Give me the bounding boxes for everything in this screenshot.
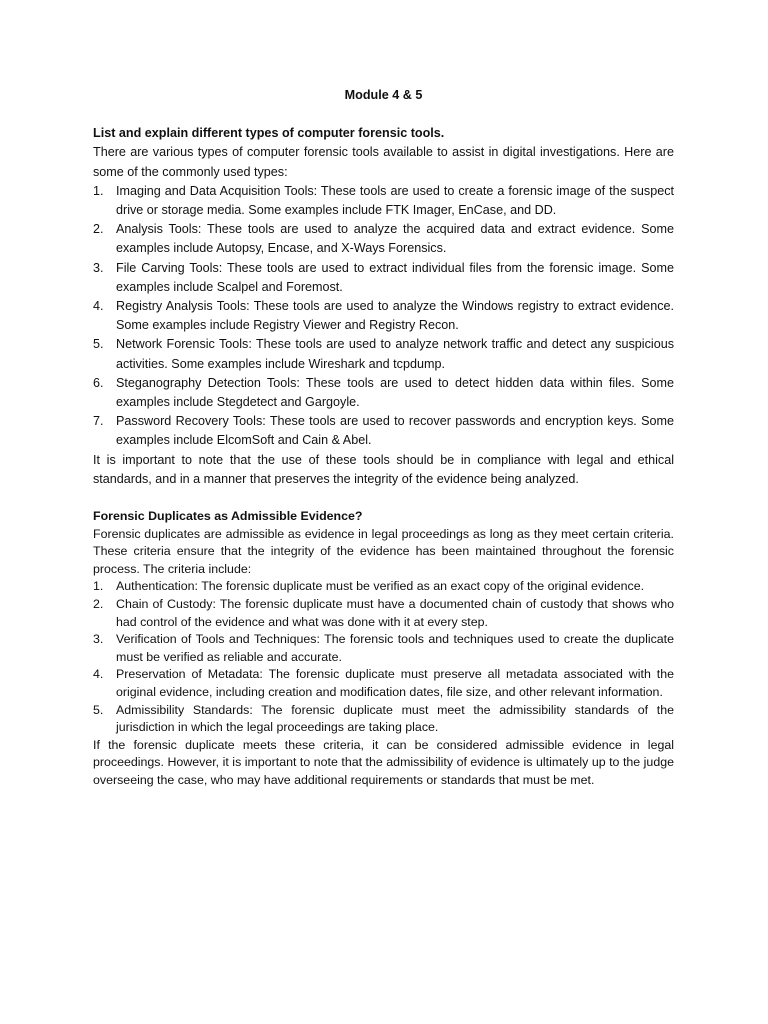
section-conclusion: If the forensic duplicate meets these criteria, it can be considered admissible evidence in legal proceedings. However, it is important to note that the admissibility of evidence is ultimately up to the judge overseeing the case, who may have additional requirements or standards that must be met. [93, 737, 674, 787]
list-item [93, 220, 674, 258]
list-item [93, 182, 674, 220]
list-item [93, 412, 674, 450]
list-text: Verification of Tools and Techniques: The forensic tools and techniques used to create the duplicate must be verified as reliable and accurate. [116, 632, 674, 664]
document-page [93, 86, 674, 790]
section-admissible-evidence [93, 508, 674, 790]
list-item [93, 374, 674, 412]
list-number: 3. [93, 260, 104, 275]
list-number: 1. [93, 183, 104, 198]
list-text: Network Forensic Tools: These tools are used to analyze network traffic and detect any suspicious activities. Some examples include Wireshark and tcpdump. [116, 337, 674, 371]
list-text: Chain of Custody: The forensic duplicate must have a documented chain of custody that shows who had control of the evidence and what was done with it at every step. [116, 597, 674, 629]
section-heading: List and explain different types of computer forensic tools. [93, 126, 445, 141]
criteria-list [93, 578, 674, 736]
list-text: Preservation of Metadata: The forensic duplicate must preserve all metadata associated with the original evidence, including creation and modification dates, file size, and other relevant information. [116, 667, 674, 699]
list-number: 1. [93, 579, 104, 594]
section-conclusion: It is important to note that the use of these tools should be in compliance with legal and ethical standards, and in a manner that preserves the integrity of the evidence being analyzed. [93, 452, 674, 486]
list-item [93, 578, 674, 596]
list-item [93, 335, 674, 373]
list-text: File Carving Tools: These tools are used to extract individual files from the forensic image. Some examples include Scalpel and Foremost. [116, 260, 674, 294]
list-number: 7. [93, 414, 104, 429]
section-spacer [93, 489, 674, 508]
list-item [93, 297, 674, 335]
section-heading: Forensic Duplicates as Admissible Evidence? [93, 509, 363, 524]
list-text: Admissibility Standards: The forensic duplicate must meet the admissibility standards of the jurisdiction in which the legal proceedings are taking place. [116, 702, 674, 735]
section-intro: Forensic duplicates are admissible as evidence in legal proceedings as long as they meet certain criteria. These criteria ensure that the integrity of the evidence has been maintained throughout the forensic process. The criteria include: [93, 526, 674, 576]
list-item [93, 702, 674, 737]
list-number: 4. [93, 299, 104, 314]
tools-list [93, 182, 674, 451]
list-number: 3. [93, 632, 104, 647]
list-number: 5. [93, 702, 104, 717]
list-text: Analysis Tools: These tools are used to analyze the acquired data and extract evidence. Some examples include Autopsy, Encase, and X-Ways Forensics. [116, 222, 674, 256]
list-number: 2. [93, 222, 104, 237]
list-item [93, 631, 674, 666]
list-text: Imaging and Data Acquisition Tools: These tools are used to create a forensic image of the suspect drive or storage media. Some examples include FTK Imager, EnCase, and DD. [116, 183, 674, 218]
list-item [93, 259, 674, 297]
list-text: Authentication: The forensic duplicate must be verified as an exact copy of the original evidence. [116, 579, 645, 594]
section-forensic-tools [93, 124, 674, 489]
list-text: Steganography Detection Tools: These tools are used to detect hidden data within files. Some examples include Stegdetect and Gargoyle. [116, 375, 674, 410]
list-text: Registry Analysis Tools: These tools are used to analyze the Windows registry to extract evidence. Some examples include Registry Viewer and Registry Recon. [116, 299, 674, 333]
list-number: 2. [93, 597, 104, 612]
list-number: 5. [93, 337, 104, 352]
list-number: 4. [93, 667, 104, 682]
list-number: 6. [93, 375, 104, 390]
list-item [93, 596, 674, 631]
document-title: Module 4 & 5 [344, 88, 423, 102]
list-item [93, 666, 674, 701]
section-intro: There are various types of computer forensic tools available to assist in digital investigations. Here are some of the commonly used types: [93, 145, 674, 179]
list-text: Password Recovery Tools: These tools are used to recover passwords and encryption keys. Some examples include ElcomSoft and Cain & Abel. [116, 414, 674, 448]
